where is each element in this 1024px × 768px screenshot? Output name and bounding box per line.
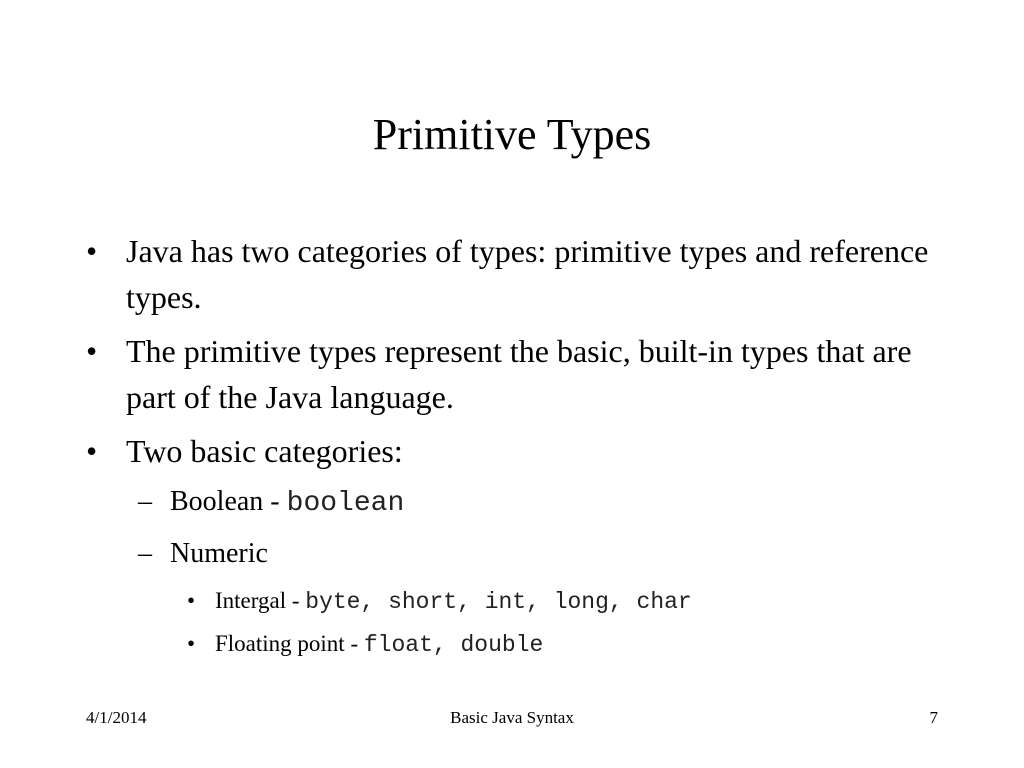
bullet-icon: • [86,333,98,369]
sub-bullet-label: Numeric [170,538,268,569]
sub-sub-bullet-item [86,584,946,619]
dash-icon: – [138,486,152,517]
sub-bullet-item [86,534,946,574]
bullet-text: The primitive types represent the basic, built-in types that are part of the Java language. [126,333,912,415]
sub-bullet-label: Boolean - [170,486,287,517]
footer-page-number: 7 [929,708,938,727]
footer-title: Basic Java Syntax [450,708,574,727]
bullet-icon: • [86,233,98,269]
sub-sub-bullet-code: float, double [363,632,544,658]
sub-sub-bullet-label: Floating point - [215,631,364,656]
sub-bullet-item [86,482,946,524]
sub-sub-bullet-item [86,627,946,662]
dash-icon: – [138,538,152,569]
footer-date: 4/1/2014 [86,708,147,727]
slide-title: Primitive Types [372,110,652,159]
sub-sub-bullet-label: Intergal - [215,588,306,613]
slide-body [86,228,946,670]
bullet-item [86,428,946,474]
sub-bullet-code: boolean [286,488,405,519]
sub-sub-bullet-code: byte, short, int, long, char [305,589,692,615]
bullet-item [86,328,946,420]
bullet-icon: • [86,433,98,469]
bullet-icon: • [187,631,196,656]
bullet-item [86,228,946,320]
bullet-icon: • [187,588,196,613]
bullet-text: Java has two categories of types: primitive types and reference types. [126,233,929,315]
bullet-text: Two basic categories: [126,433,403,469]
